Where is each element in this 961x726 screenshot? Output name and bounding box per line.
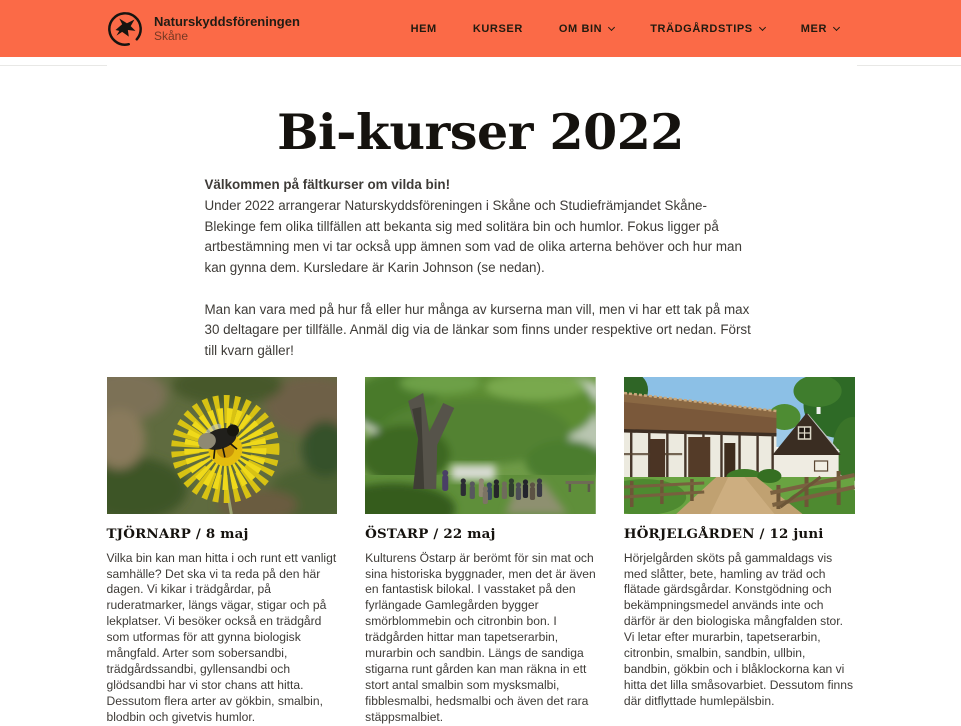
course-heading: ÖSTARP / 22 maj [365, 525, 496, 542]
nav-item-label: HEM [410, 22, 437, 35]
intro-section [205, 175, 757, 361]
nav-item-kurser[interactable] [473, 23, 523, 35]
nav-item-mer[interactable] [801, 23, 839, 35]
intro-paragraph-1: Under 2022 arrangerar Naturskyddsföreningen i Skåne och Studiefrämjandet Skåne-Blekinge fem olika tillfällen att bekanta sig med solitära bin och humlor. Fokus ligger på artbestämning men vi tar också upp ämnen som vad de olika arterna behöver och hur man kan gynna dem. Kursledare är Karin Johnson (se nedan). [204, 198, 742, 275]
course-card-ostarp [365, 377, 596, 726]
brand-region: Skåne [154, 28, 189, 43]
nav-item-tradgardstips[interactable] [650, 23, 765, 35]
falcon-logo-icon [106, 10, 144, 48]
course-card-tjornarp [107, 377, 338, 726]
main-nav [411, 23, 839, 35]
chevron-down-icon [833, 23, 840, 30]
page-content [106, 103, 855, 726]
course-heading: HÖRJELGÅRDEN / 12 juni [623, 525, 824, 542]
header-divider [0, 65, 107, 66]
nav-item-label: MER [800, 22, 827, 35]
header-divider [857, 65, 961, 66]
intro-heading: Välkommen på fältkurser om vilda bin! [204, 177, 451, 193]
nav-item-label: OM BIN [558, 22, 603, 35]
brand[interactable] [106, 10, 300, 48]
course-description: Vilka bin kan man hitta i och runt ett vanligt samhälle? Det ska vi ta reda på den här dagen. Vi kikar i trädgårdar, på ruderatmarker, längs vägar, stigar och på lekplatser. Vi besöker också en trädgård som utformas för att gynna biologisk mångfald. Arter som sobersandbi, trädgårdssandbi, gyllensandbi och glödsandbi har vi stor chans att hitta. Dessutom flera arter av gökbin, smalbin, blodbin och givetvis humlor. [106, 550, 337, 725]
course-description: Hörjelgården sköts på gammaldags vis med slåtter, bete, hamling av träd och flätade gärdsgårdar. Konstgödning och bekämpningsmedel används inte och därför är den biologiska mångfalden stor. Vi letar efter murarbin, tapetserarbin, citronbin, smalbin, sandbin, ullbin, bandbin, gökbin och i blåklockorna kan vi hitta det lilla småsovarbiet. Dessutom finns där ditflyttade humlepälsbin. [623, 550, 854, 709]
photo-bee-on-dandelion [107, 377, 338, 514]
nav-item-om-bin[interactable] [559, 23, 614, 35]
nav-item-label: TRÄDGÅRDSTIPS [650, 22, 753, 35]
course-columns [107, 377, 855, 726]
nav-item-hem[interactable] [411, 23, 437, 35]
page-title: Bi-kurser 2022 [277, 103, 684, 161]
nav-item-label: KURSER [472, 22, 523, 35]
course-card-horjelgarden [624, 377, 855, 726]
photo-group-under-tree [365, 377, 596, 514]
chevron-down-icon [759, 23, 766, 30]
course-description: Kulturens Östarp är berömt för sin mat och sina historiska byggnader, men det är även en fantastisk bilokal. I vasstaket på den fyrlängade Gamlegården bygger smörblommebin och citronbin bon. I trädgården hittar man tapetserarbin, murarbin och sandbin. Längs de sandiga stigarna runt gården kan man räkna in ett stort antal smalbin som mysksmalbi, fibblesmalbi, hedsmalbi och även det rara stäppsmalbiet. [365, 550, 596, 725]
chevron-down-icon [608, 23, 615, 30]
site-header [0, 0, 961, 57]
photo-farmhouse [624, 377, 855, 514]
intro-paragraph-2: Man kan vara med på hur få eller hur många av kurserna man vill, men vi har ett tak på max 30 deltagare per tillfälle. Anmäl dig via de länkar som finns under respektive ort nedan. Först till kvarn gäller! [204, 301, 751, 358]
brand-name: Naturskyddsföreningen [154, 14, 300, 30]
course-heading: TJÖRNARP / 8 maj [106, 525, 249, 542]
